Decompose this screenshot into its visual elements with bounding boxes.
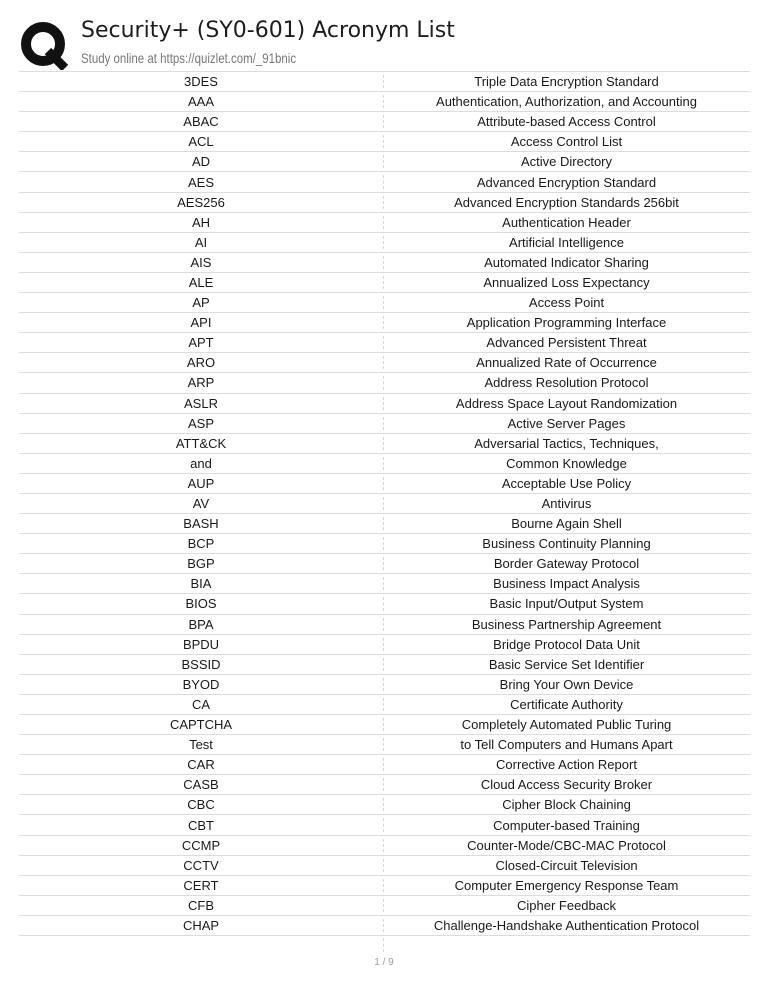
column-divider bbox=[383, 738, 384, 751]
table-row bbox=[19, 655, 750, 675]
column-divider bbox=[383, 175, 384, 188]
definition-cell: Bring Your Own Device bbox=[499, 676, 634, 692]
acronym-cell: BASH bbox=[183, 516, 219, 532]
acronym-cell: CERT bbox=[183, 877, 219, 893]
column-divider bbox=[383, 95, 384, 108]
definition-cell: Bridge Protocol Data Unit bbox=[493, 636, 640, 652]
acronym-cell: ARO bbox=[186, 355, 216, 371]
table-row bbox=[19, 132, 750, 152]
acronym-cell: ATT&CK bbox=[175, 435, 227, 451]
acronym-cell: CAR bbox=[187, 757, 215, 773]
definition-cell: Access Control List bbox=[510, 134, 623, 150]
definition-cell: Advanced Encryption Standard bbox=[476, 174, 657, 190]
acronym-cell: API bbox=[190, 315, 212, 331]
acronym-cell: BIOS bbox=[185, 596, 217, 612]
column-divider bbox=[383, 256, 384, 269]
definition-cell: Challenge-Handshake Authentication Protocol bbox=[433, 917, 700, 933]
column-divider bbox=[383, 818, 384, 831]
column-divider bbox=[383, 718, 384, 731]
table-row bbox=[19, 92, 750, 112]
acronym-cell: and bbox=[190, 455, 212, 471]
table-row bbox=[19, 373, 750, 393]
table-row bbox=[19, 554, 750, 574]
acronym-cell: AI bbox=[194, 234, 208, 250]
definition-cell: Basic Service Set Identifier bbox=[488, 656, 645, 672]
table-row bbox=[19, 594, 750, 614]
definition-cell: Completely Automated Public Turing bbox=[461, 717, 672, 733]
column-divider bbox=[383, 839, 384, 852]
column-divider bbox=[383, 859, 384, 872]
table-row bbox=[19, 353, 750, 373]
definition-cell: Annualized Loss Expectancy bbox=[483, 274, 650, 290]
table-row bbox=[19, 735, 750, 755]
table-row bbox=[19, 836, 750, 856]
acronym-cell: 3DES bbox=[184, 74, 218, 90]
definition-cell: Triple Data Encryption Standard bbox=[474, 74, 659, 90]
column-divider bbox=[383, 597, 384, 610]
acronym-cell: AES bbox=[187, 174, 214, 190]
column-divider bbox=[383, 899, 384, 912]
definition-cell: Annualized Rate of Occurrence bbox=[476, 355, 657, 371]
column-divider bbox=[383, 216, 384, 229]
acronym-cell: CBT bbox=[188, 817, 214, 833]
column-divider bbox=[383, 618, 384, 631]
acronym-cell: BPA bbox=[188, 616, 214, 632]
definition-cell: Computer-based Training bbox=[493, 817, 640, 833]
definition-cell: Advanced Persistent Threat bbox=[486, 335, 647, 351]
column-divider bbox=[383, 417, 384, 430]
acronym-cell: CASB bbox=[183, 777, 219, 793]
acronym-cell: CAPTCHA bbox=[169, 717, 233, 733]
acronym-cell: BGP bbox=[187, 556, 215, 572]
acronym-cell: AP bbox=[192, 295, 210, 311]
table-row bbox=[19, 635, 750, 655]
column-divider bbox=[383, 457, 384, 470]
table-row bbox=[19, 514, 750, 534]
column-divider bbox=[383, 376, 384, 389]
table-row bbox=[19, 775, 750, 795]
acronym-cell: ASLR bbox=[184, 395, 218, 411]
definition-cell: Artificial Intelligence bbox=[509, 234, 624, 250]
definition-cell: Bourne Again Shell bbox=[511, 516, 622, 532]
page-title: Security+ (SY0-601) Acronym List bbox=[81, 18, 455, 43]
column-divider bbox=[383, 557, 384, 570]
acronym-cell: AD bbox=[191, 154, 211, 170]
table-row bbox=[19, 213, 750, 233]
definition-cell: Address Space Layout Randomization bbox=[455, 395, 678, 411]
table-row bbox=[19, 494, 750, 514]
acronym-cell: ABAC bbox=[183, 114, 219, 130]
acronym-cell: AIS bbox=[190, 254, 212, 270]
definition-cell: Border Gateway Protocol bbox=[493, 556, 640, 572]
definition-cell: Certificate Authority bbox=[510, 696, 623, 712]
definition-cell: Business Impact Analysis bbox=[493, 576, 640, 592]
acronym-table bbox=[19, 71, 750, 936]
column-divider bbox=[383, 115, 384, 128]
table-row bbox=[19, 313, 750, 333]
table-row bbox=[19, 574, 750, 594]
column-divider bbox=[383, 75, 384, 88]
table-row bbox=[19, 72, 750, 92]
acronym-cell: BIA bbox=[190, 576, 212, 592]
table-row bbox=[19, 394, 750, 414]
definition-cell: Closed-Circuit Television bbox=[495, 857, 638, 873]
definition-cell: Application Programming Interface bbox=[466, 315, 667, 331]
acronym-cell: AH bbox=[191, 214, 211, 230]
table-row bbox=[19, 534, 750, 554]
table-row bbox=[19, 815, 750, 835]
column-divider bbox=[383, 276, 384, 289]
table-row bbox=[19, 795, 750, 815]
column-divider bbox=[383, 537, 384, 550]
definition-cell: Cipher Feedback bbox=[517, 897, 616, 913]
acronym-cell: ACL bbox=[188, 134, 214, 150]
definition-cell: Cipher Block Chaining bbox=[502, 797, 631, 813]
study-online-link[interactable]: Study online at https://quizlet.com/_91bnic bbox=[81, 50, 297, 66]
column-divider bbox=[383, 296, 384, 309]
table-row bbox=[19, 474, 750, 494]
column-divider bbox=[383, 336, 384, 349]
table-row bbox=[19, 193, 750, 213]
definition-cell: Authentication, Authorization, and Accounting bbox=[436, 94, 697, 110]
acronym-cell: AAA bbox=[187, 94, 214, 110]
column-divider bbox=[383, 497, 384, 510]
acronym-cell: APT bbox=[188, 335, 214, 351]
column-divider bbox=[383, 316, 384, 329]
column-divider bbox=[383, 919, 384, 932]
acronym-cell: AES256 bbox=[177, 194, 225, 210]
definition-cell: Corrective Action Report bbox=[496, 757, 637, 773]
table-row bbox=[19, 715, 750, 735]
table-row bbox=[19, 293, 750, 313]
definition-cell: Counter-Mode/CBC-MAC Protocol bbox=[467, 837, 666, 853]
definition-cell: Business Continuity Planning bbox=[482, 536, 651, 552]
quizlet-logo-icon bbox=[19, 20, 69, 70]
column-divider bbox=[383, 517, 384, 530]
column-divider-tail bbox=[383, 938, 384, 952]
acronym-cell: CFB bbox=[188, 897, 214, 913]
column-divider bbox=[383, 236, 384, 249]
acronym-cell: AV bbox=[192, 496, 210, 512]
definition-cell: Authentication Header bbox=[502, 214, 631, 230]
table-row bbox=[19, 896, 750, 916]
column-divider bbox=[383, 155, 384, 168]
column-divider bbox=[383, 698, 384, 711]
acronym-cell: BCP bbox=[187, 536, 215, 552]
table-row bbox=[19, 253, 750, 273]
acronym-cell: CBC bbox=[187, 797, 215, 813]
table-row bbox=[19, 916, 750, 936]
definition-cell: Basic Input/Output System bbox=[489, 596, 644, 612]
table-row bbox=[19, 112, 750, 132]
column-divider bbox=[383, 135, 384, 148]
definition-cell: to Tell Computers and Humans Apart bbox=[460, 737, 673, 753]
acronym-cell: Test bbox=[189, 737, 213, 753]
column-divider bbox=[383, 778, 384, 791]
table-row bbox=[19, 333, 750, 353]
table-row bbox=[19, 414, 750, 434]
acronym-cell: BPDU bbox=[182, 636, 220, 652]
definition-cell: Computer Emergency Response Team bbox=[454, 877, 679, 893]
table-row bbox=[19, 233, 750, 253]
definition-cell: Common Knowledge bbox=[506, 455, 627, 471]
acronym-cell: ALE bbox=[188, 274, 214, 290]
column-divider bbox=[383, 798, 384, 811]
column-divider bbox=[383, 437, 384, 450]
column-divider bbox=[383, 397, 384, 410]
page-indicator: 1 / 9 bbox=[374, 957, 394, 968]
definition-cell: Adversarial Tactics, Techniques, bbox=[474, 435, 659, 451]
definition-cell: Antivirus bbox=[541, 496, 592, 512]
column-divider bbox=[383, 638, 384, 651]
definition-cell: Active Directory bbox=[520, 154, 613, 170]
table-row bbox=[19, 434, 750, 454]
acronym-cell: BYOD bbox=[182, 676, 220, 692]
column-divider bbox=[383, 658, 384, 671]
table-row bbox=[19, 755, 750, 775]
definition-cell: Business Partnership Agreement bbox=[471, 616, 662, 632]
table-row bbox=[19, 695, 750, 715]
column-divider bbox=[383, 678, 384, 691]
acronym-cell: CHAP bbox=[182, 917, 220, 933]
definition-cell: Attribute-based Access Control bbox=[477, 114, 656, 130]
column-divider bbox=[383, 356, 384, 369]
column-divider bbox=[383, 758, 384, 771]
table-row bbox=[19, 675, 750, 695]
acronym-cell: CA bbox=[191, 696, 211, 712]
definition-cell: Automated Indicator Sharing bbox=[484, 254, 649, 270]
table-row bbox=[19, 172, 750, 192]
column-divider bbox=[383, 196, 384, 209]
column-divider bbox=[383, 577, 384, 590]
acronym-cell: AUP bbox=[187, 475, 215, 491]
definition-cell: Acceptable Use Policy bbox=[501, 475, 632, 491]
table-row bbox=[19, 876, 750, 896]
acronym-cell: ARP bbox=[187, 375, 215, 391]
definition-cell: Access Point bbox=[528, 295, 605, 311]
table-row bbox=[19, 152, 750, 172]
acronym-cell: CCMP bbox=[181, 837, 221, 853]
column-divider bbox=[383, 879, 384, 892]
definition-cell: Address Resolution Protocol bbox=[484, 375, 649, 391]
acronym-cell: CCTV bbox=[183, 857, 219, 873]
definition-cell: Active Server Pages bbox=[507, 415, 626, 431]
column-divider bbox=[383, 477, 384, 490]
table-row bbox=[19, 454, 750, 474]
acronym-cell: BSSID bbox=[181, 656, 221, 672]
definition-cell: Advanced Encryption Standards 256bit bbox=[454, 194, 679, 210]
table-row bbox=[19, 273, 750, 293]
definition-cell: Cloud Access Security Broker bbox=[480, 777, 653, 793]
table-row bbox=[19, 615, 750, 635]
table-row bbox=[19, 856, 750, 876]
acronym-cell: ASP bbox=[187, 415, 214, 431]
